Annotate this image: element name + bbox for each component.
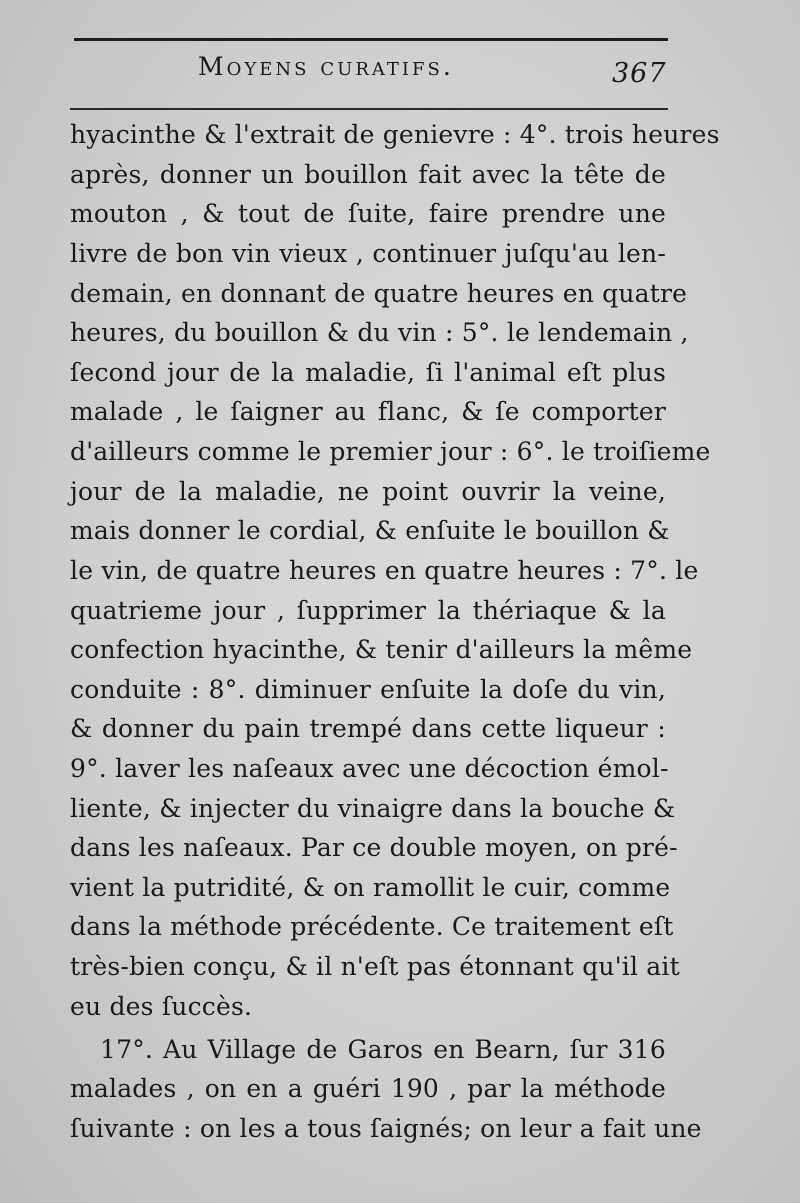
text-line: hyacinthe & l'extrait de genievre : 4°. trois heures (70, 120, 720, 149)
header-rule-bottom (70, 108, 668, 110)
text-line: mouton , & tout de ſuite, faire prendre une (70, 199, 666, 228)
text-line: & donner du pain trempé dans cette liqueur : (70, 714, 666, 743)
page-number: 367 (612, 58, 667, 89)
text-line: dans les naſeaux. Par ce double moyen, on pré- (70, 833, 678, 862)
text-line: d'ailleurs comme le premier jour : 6°. le troiſieme (70, 437, 711, 466)
text-line: très-bien conçu, & il n'eſt pas étonnant qu'il ait (70, 952, 680, 981)
text-line: dans la méthode précédente. Ce traitement eſt (70, 912, 674, 941)
text-line: heures, du bouillon & du vin : 5°. le lendemain , (70, 318, 689, 347)
text-line: mais donner le cordial, & enſuite le bouillon & (70, 516, 670, 545)
text-line: malades , on en a guéri 190 , par la méthode (70, 1074, 666, 1103)
text-line: eu des ſuccès. (70, 992, 253, 1021)
text-line: ſuivante : on les a tous ſaignés; on leur a fait une (70, 1114, 702, 1143)
header-rule-top (74, 38, 668, 41)
text-line: conduite : 8°. diminuer enſuite la doſe du vin, (70, 675, 666, 704)
text-line: malade , le ſaigner au flanc, & ſe comporter (70, 397, 666, 426)
text-line: confection hyacinthe, & tenir d'ailleurs la même (70, 635, 693, 664)
text-line: livre de bon vin vieux , continuer juſqu'au len- (70, 239, 666, 268)
text-line: ſecond jour de la maladie, ſi l'animal eſt plus (70, 358, 666, 387)
text-line: quatrieme jour , ſupprimer la thériaque & la (70, 596, 666, 625)
text-line: après, donner un bouillon fait avec la tête de (70, 160, 666, 189)
text-line: 9°. laver les naſeaux avec une décoction émol- (70, 754, 669, 783)
running-title: Moyens curatifs. (198, 52, 454, 81)
paragraph-start-line: 17°. Au Village de Garos en Bearn, ſur 316 (100, 1035, 666, 1064)
text-line: demain, en donnant de quatre heures en quatre (70, 279, 688, 308)
text-line: le vin, de quatre heures en quatre heures : 7°. le (70, 556, 699, 585)
text-line: liente, & injecter du vinaigre dans la bouche & (70, 794, 676, 823)
text-line: jour de la maladie, ne point ouvrir la veine, (70, 477, 666, 506)
text-line: vient la putridité, & on ramollit le cuir, comme (70, 873, 671, 902)
